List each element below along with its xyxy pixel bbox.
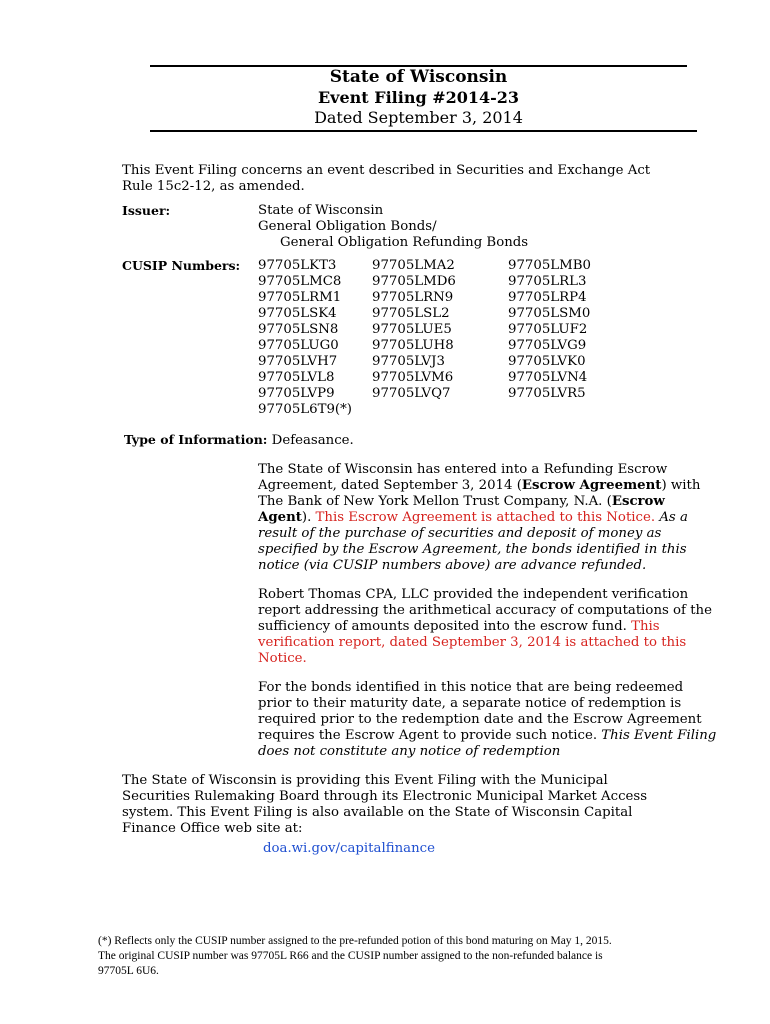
cusip-item: 97705LMC8 [258, 274, 342, 289]
cusip-label: CUSIP Numbers: [122, 258, 241, 273]
availability-paragraph: The State of Wisconsin is providing this Event Filing with the Municipal Securities Rulemaking Board through its Electronic Municipal Market Access system. This Event Filing is also available on the State of Wisconsin Capital Finance Office web site at: [122, 773, 648, 836]
cusip-item: 97705LUG0 [258, 338, 339, 353]
type-info-label: Type of Information: [124, 432, 268, 447]
cusip-column-2 [372, 258, 502, 402]
cusip-item: 97705LVR5 [508, 386, 586, 401]
cusip-item: 97705LVN4 [508, 370, 588, 385]
issuer-label: Issuer: [122, 203, 171, 218]
cusip-column-1 [258, 258, 388, 418]
cusip-item: 97705LVJ3 [372, 354, 445, 369]
page-title: State of Wisconsin [329, 67, 508, 87]
cusip-item: 97705LUF2 [508, 322, 588, 337]
cusip-item: 97705LKT3 [258, 258, 337, 273]
verification-paragraph: Robert Thomas CPA, LLC provided the independent verification report addressing the arithmetical accuracy of computations of the sufficiency of amounts deposited into the escrow fund. This verification report, dated September 3, 2014 is attached to this Notice. [258, 587, 712, 666]
escrow-paragraph: The State of Wisconsin has entered into a Refunding Escrow Agreement, dated September 3, 2014 (Escrow Agreement) with The Bank of New York Mellon Trust Company, N.A. (Escrow Agent). This Escrow Agreement is attached to this Notice. As a result of the purchase of securities and deposit of money as specified by the Escrow Agreement, the bonds identified in this notice (via CUSIP numbers above) are advance refunded. [258, 462, 701, 573]
cusip-item: 97705LVG9 [508, 338, 587, 353]
cusip-item: 97705LRP4 [508, 290, 587, 305]
cusip-item: 97705L6T9(*) [258, 402, 352, 417]
footnote: (*) Reflects only the CUSIP number assigned to the pre-refunded potion of this bond maturing on May 1, 2015. The original CUSIP number was 97705L R66 and the CUSIP number assigned to the non-refunded balance is 97705L 6U6. [98, 935, 612, 977]
cusip-item: 97705LVH7 [258, 354, 338, 369]
cusip-item: 97705LVL8 [258, 370, 335, 385]
cusip-column-3 [508, 258, 638, 402]
cusip-item: 97705LVM6 [372, 370, 454, 385]
redemption-paragraph: For the bonds identified in this notice that are being redeemed prior to their maturity date, a separate notice of redemption is required prior to the redemption date and the Escrow Agreement requires the Escrow Agent to provide such notice. This Event Filing does not constitute any notice of redemption [258, 680, 717, 759]
cusip-item: 97705LVQ7 [372, 386, 451, 401]
issuer-value: State of Wisconsin General Obligation Bonds/ General Obligation Refunding Bonds [258, 203, 529, 250]
cusip-item: 97705LMD6 [372, 274, 456, 289]
type-info-value: Defeasance. [271, 433, 354, 448]
cusip-item: 97705LRM1 [258, 290, 342, 305]
cusip-item: 97705LMA2 [372, 258, 455, 273]
escrow-attached-note: This Escrow Agreement is attached to this Notice. [315, 510, 656, 525]
cusip-item: 97705LVP9 [258, 386, 335, 401]
intro-paragraph: This Event Filing concerns an event described in Securities and Exchange Act Rule 15c2-12, as amended. [122, 163, 651, 194]
filing-number: Event Filing #2014-23 [317, 88, 520, 107]
cusip-item: 97705LUH8 [372, 338, 454, 353]
filing-date: Dated September 3, 2014 [314, 108, 523, 127]
capital-finance-link[interactable]: doa.wi.gov/capitalfinance [263, 841, 435, 856]
cusip-item: 97705LSK4 [258, 306, 337, 321]
cusip-item: 97705LUE5 [372, 322, 452, 337]
cusip-item: 97705LSL2 [372, 306, 450, 321]
cusip-item: 97705LSN8 [258, 322, 339, 337]
cusip-item: 97705LRN9 [372, 290, 454, 305]
cusip-item: 97705LRL3 [508, 274, 587, 289]
type-of-information [124, 432, 354, 449]
cusip-item: 97705LSM0 [508, 306, 591, 321]
cusip-item: 97705LMB0 [508, 258, 591, 273]
bottom-rule [150, 130, 697, 132]
title-block [150, 66, 687, 128]
cusip-item: 97705LVK0 [508, 354, 586, 369]
